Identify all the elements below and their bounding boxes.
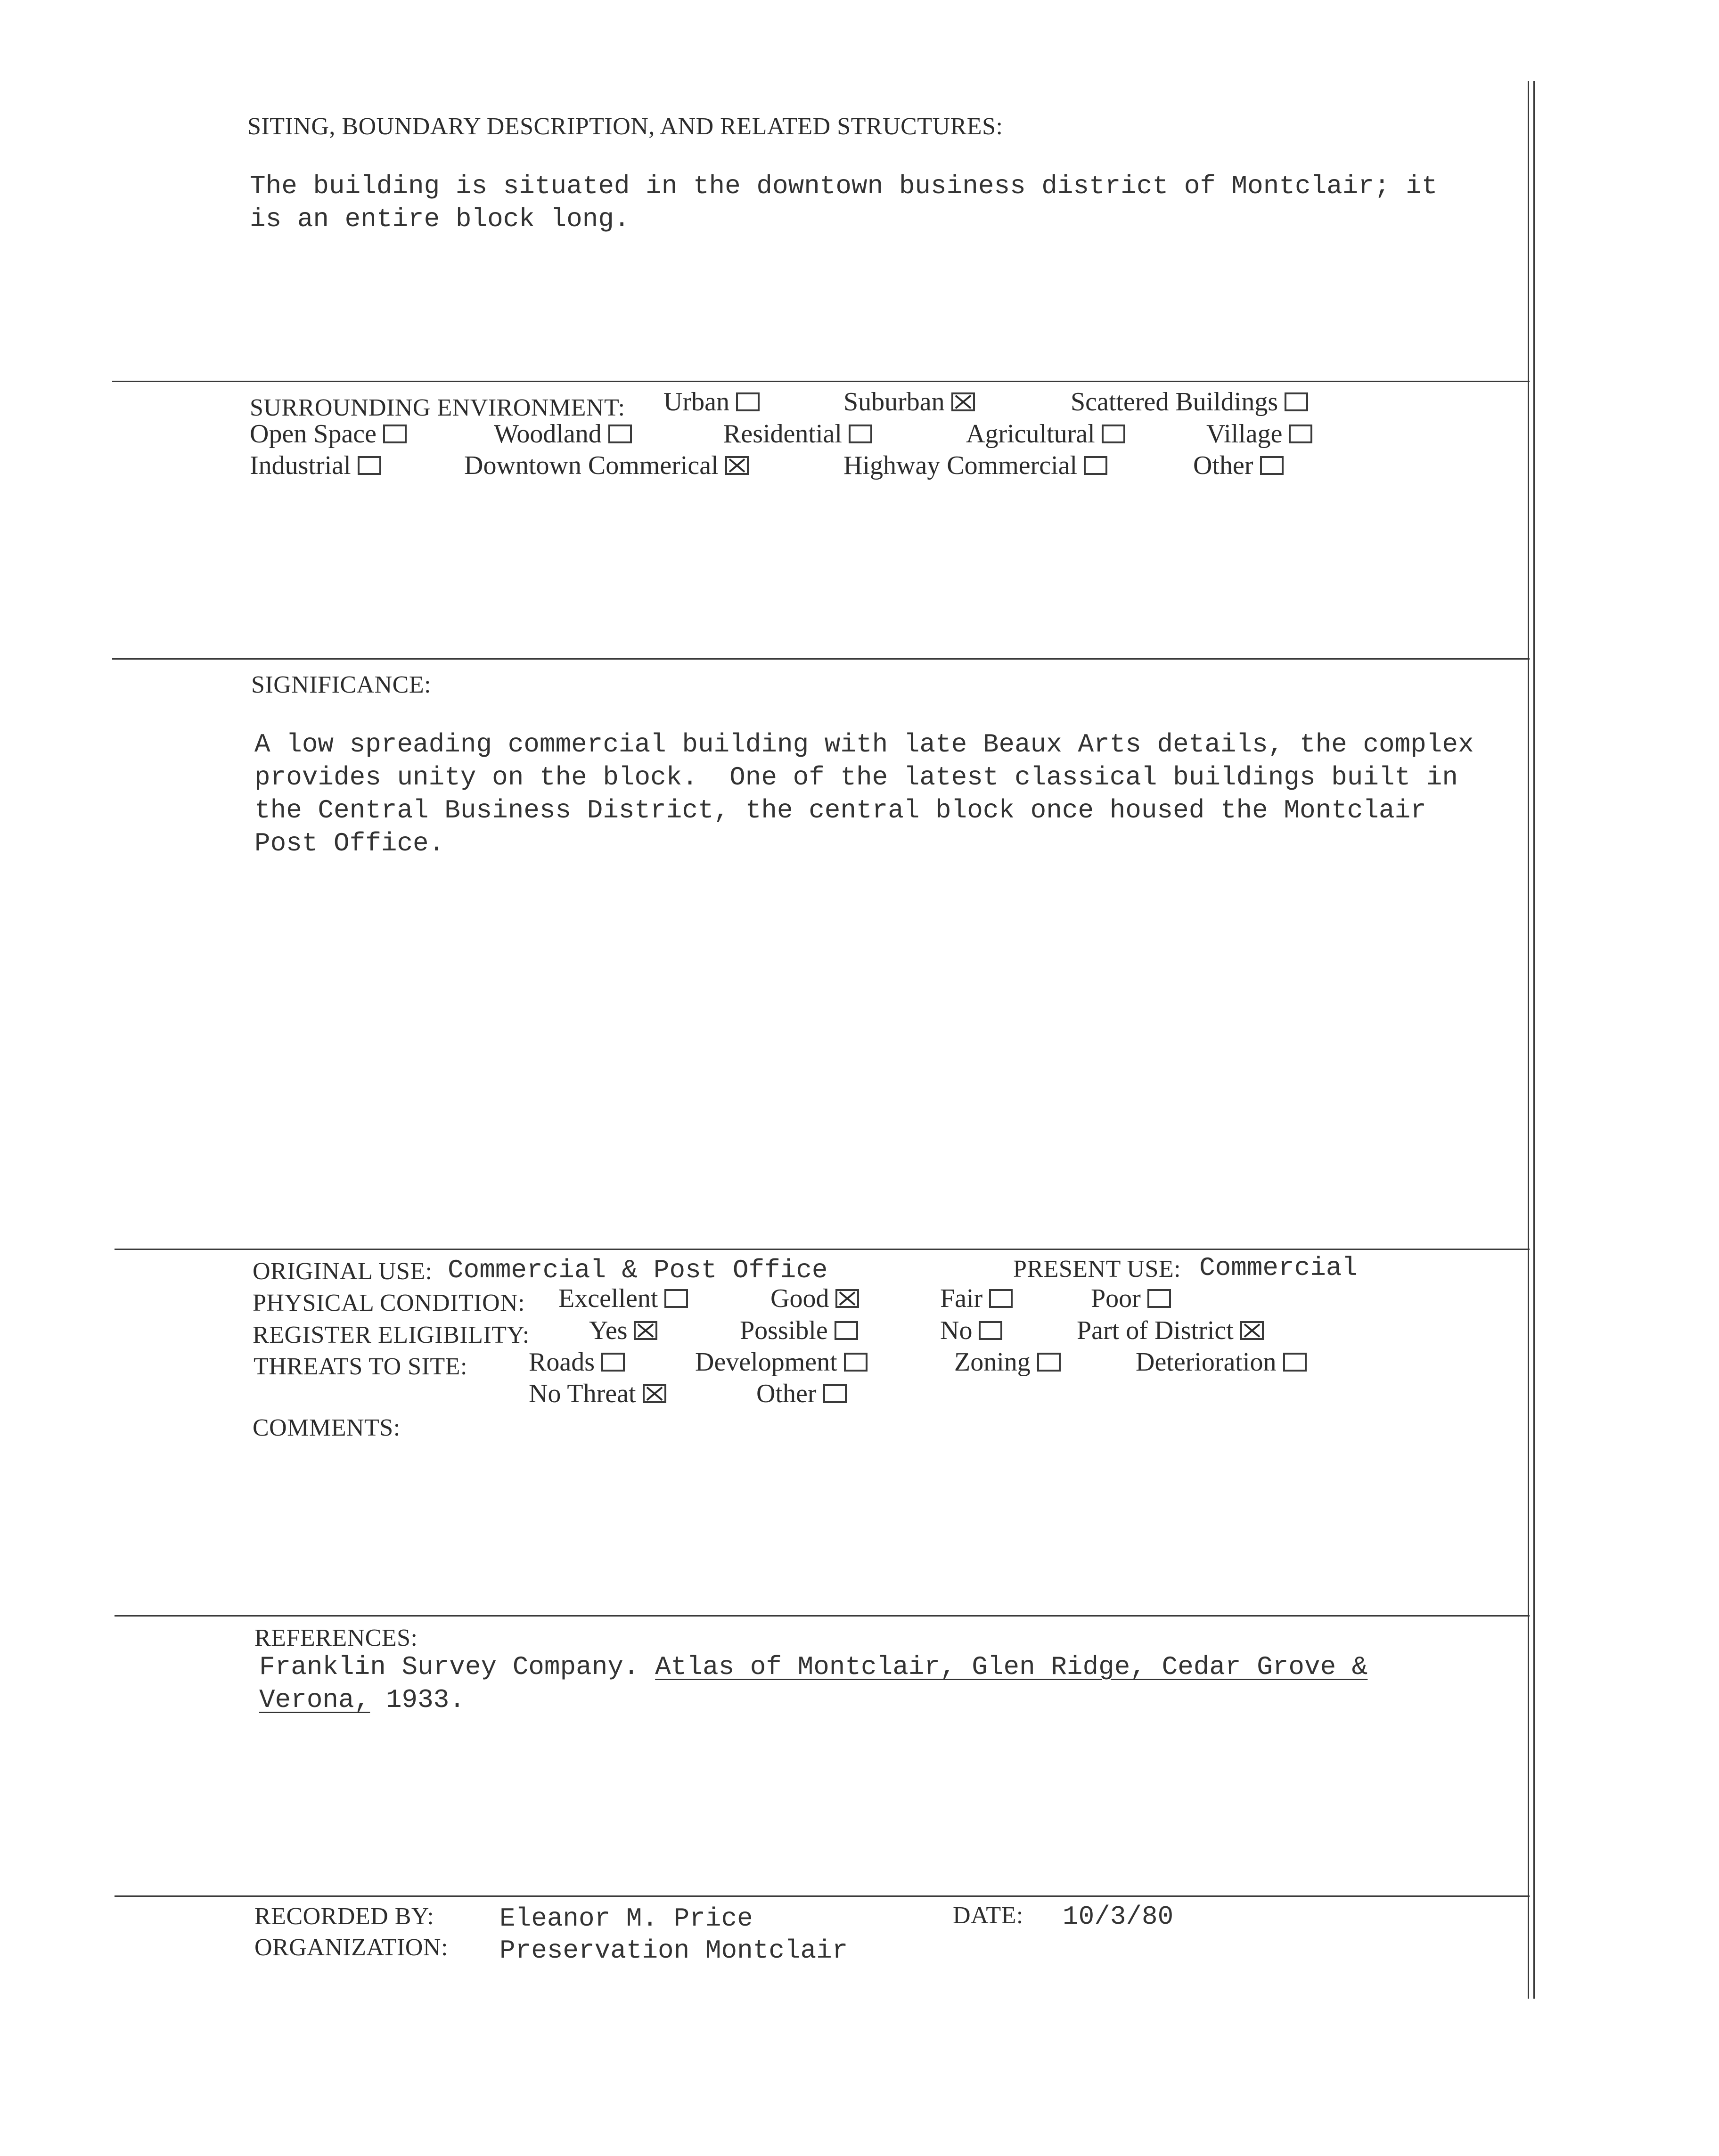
threat-option-no-threat[interactable] — [529, 1380, 666, 1407]
threat-no-threat-label: No Threat — [529, 1379, 636, 1408]
reference-title-part-2: Verona, — [259, 1685, 370, 1715]
divider-references — [115, 1615, 1530, 1617]
eligibility-option-yes[interactable] — [589, 1317, 657, 1344]
condition-option-poor[interactable] — [1091, 1285, 1171, 1312]
threat-development-label: Development — [695, 1348, 837, 1377]
eligibility-option-part-of-district[interactable] — [1077, 1317, 1264, 1344]
date-label: DATE: — [953, 1902, 1023, 1929]
env-industrial-checkbox[interactable] — [358, 456, 381, 475]
register-eligibility-label: REGISTER ELIGIBILITY: — [253, 1322, 530, 1348]
siting-line-2: is an entire block long. — [250, 204, 630, 234]
threat-deterioration-label: Deterioration — [1136, 1348, 1277, 1377]
eligibility-option-possible[interactable] — [740, 1317, 858, 1344]
divider-environment — [112, 381, 1530, 382]
organization-label: ORGANIZATION: — [254, 1934, 448, 1961]
env-other-checkbox[interactable] — [1260, 456, 1284, 475]
present-use-value: Commercial — [1199, 1253, 1358, 1283]
env-woodland-checkbox[interactable] — [608, 425, 632, 443]
threats-label: THREATS TO SITE: — [254, 1353, 467, 1380]
threat-option-zoning[interactable] — [954, 1349, 1061, 1375]
eligibility-district-checkbox[interactable] — [1240, 1321, 1264, 1340]
condition-option-fair[interactable] — [940, 1285, 1013, 1312]
env-highway-checkbox[interactable] — [1084, 456, 1107, 475]
condition-option-excellent[interactable] — [558, 1285, 688, 1312]
reference-title-part-1: Atlas of Montclair, Glen Ridge, Cedar Grove & — [655, 1652, 1368, 1682]
significance-heading: SIGNIFICANCE: — [251, 671, 432, 698]
env-residential-checkbox[interactable] — [849, 425, 872, 443]
threat-roads-label: Roads — [529, 1348, 595, 1377]
threat-zoning-checkbox[interactable] — [1037, 1353, 1061, 1372]
present-use-label: PRESENT USE: — [1013, 1256, 1181, 1282]
reference-line-1 — [259, 1654, 1367, 1680]
divider-recorded — [115, 1895, 1530, 1897]
env-suburban-label: Suburban — [843, 387, 945, 416]
env-agricultural-checkbox[interactable] — [1102, 425, 1125, 443]
divider-use — [115, 1249, 1530, 1250]
significance-line-3: the Central Business District, the central block once housed the Montclair — [254, 795, 1426, 825]
significance-text — [254, 728, 1474, 860]
eligibility-no-checkbox[interactable] — [979, 1321, 1002, 1340]
env-open-space-label: Open Space — [250, 419, 377, 449]
env-scattered-label: Scattered Buildings — [1071, 387, 1278, 416]
condition-poor-checkbox[interactable] — [1147, 1289, 1171, 1308]
threat-option-development[interactable] — [695, 1349, 868, 1375]
env-option-woodland[interactable] — [494, 421, 632, 447]
original-use-value: Commercial & Post Office — [448, 1255, 828, 1285]
recorded-by-value: Eleanor M. Price — [499, 1903, 753, 1934]
threat-other-label: Other — [756, 1379, 817, 1408]
condition-fair-checkbox[interactable] — [989, 1289, 1013, 1308]
right-margin-rule — [1528, 81, 1529, 1999]
comments-label: COMMENTS: — [253, 1414, 401, 1441]
threat-roads-checkbox[interactable] — [601, 1353, 625, 1372]
condition-fair-label: Fair — [940, 1284, 983, 1313]
condition-excellent-label: Excellent — [558, 1284, 658, 1313]
condition-good-label: Good — [770, 1284, 829, 1313]
eligibility-yes-checkbox[interactable] — [634, 1321, 657, 1340]
env-urban-label: Urban — [663, 387, 729, 416]
condition-poor-label: Poor — [1091, 1284, 1141, 1313]
env-woodland-label: Woodland — [494, 419, 602, 449]
eligibility-possible-label: Possible — [740, 1316, 828, 1345]
condition-good-checkbox[interactable] — [835, 1289, 859, 1308]
env-option-urban[interactable] — [663, 389, 760, 415]
threat-option-other[interactable] — [756, 1380, 847, 1407]
env-option-residential[interactable] — [723, 421, 872, 447]
threat-development-checkbox[interactable] — [844, 1353, 868, 1372]
physical-condition-label: PHYSICAL CONDITION: — [253, 1290, 525, 1316]
threat-option-deterioration[interactable] — [1136, 1349, 1307, 1375]
env-option-agricultural[interactable] — [966, 421, 1125, 447]
env-downtown-checkbox[interactable] — [725, 456, 749, 475]
recorded-by-label: RECORDED BY: — [254, 1903, 434, 1930]
siting-line-1: The building is situated in the downtown business district of Montclair; it — [250, 171, 1438, 201]
eligibility-option-no[interactable] — [940, 1317, 1002, 1344]
organization-value: Preservation Montclair — [499, 1936, 848, 1966]
references-heading: REFERENCES: — [254, 1625, 418, 1651]
env-residential-label: Residential — [723, 419, 842, 449]
reference-year: 1933. — [370, 1685, 465, 1715]
env-scattered-checkbox[interactable] — [1285, 392, 1308, 411]
threat-zoning-label: Zoning — [954, 1348, 1031, 1377]
eligibility-district-label: Part of District — [1077, 1316, 1234, 1345]
env-other-label: Other — [1193, 451, 1253, 480]
env-urban-checkbox[interactable] — [736, 392, 760, 411]
env-agricultural-label: Agricultural — [966, 419, 1095, 449]
env-option-village[interactable] — [1206, 421, 1312, 447]
env-option-suburban[interactable] — [843, 389, 975, 415]
reference-line-2 — [259, 1687, 465, 1713]
original-use-label: ORIGINAL USE: — [253, 1258, 433, 1285]
env-village-label: Village — [1206, 419, 1283, 449]
env-highway-label: Highway Commercial — [843, 451, 1078, 480]
env-industrial-label: Industrial — [250, 451, 351, 480]
significance-line-4: Post Office. — [254, 828, 445, 858]
env-option-highway-commercial[interactable] — [843, 452, 1107, 479]
env-downtown-label: Downtown Commerical — [464, 451, 719, 480]
divider-significance — [112, 658, 1530, 660]
env-option-open-space[interactable] — [250, 421, 407, 447]
threat-no-threat-checkbox[interactable] — [643, 1384, 666, 1403]
threat-deterioration-checkbox[interactable] — [1283, 1353, 1307, 1372]
siting-heading: SITING, BOUNDARY DESCRIPTION, AND RELATED STRUCTURES: — [247, 113, 1003, 140]
eligibility-possible-checkbox[interactable] — [835, 1321, 858, 1340]
env-suburban-checkbox[interactable] — [951, 392, 975, 411]
environment-heading: SURROUNDING ENVIRONMENT: — [250, 394, 625, 421]
env-village-checkbox[interactable] — [1289, 425, 1312, 443]
env-open-space-checkbox[interactable] — [383, 425, 407, 443]
significance-line-1: A low spreading commercial building with late Beaux Arts details, the complex — [254, 729, 1474, 760]
siting-text — [250, 170, 1437, 236]
env-option-other[interactable] — [1193, 452, 1284, 479]
condition-excellent-checkbox[interactable] — [664, 1289, 688, 1308]
env-option-downtown-commercial[interactable] — [464, 452, 749, 479]
right-margin-rule-outer — [1533, 81, 1535, 1999]
condition-option-good[interactable] — [770, 1285, 859, 1312]
date-value: 10/3/80 — [1063, 1902, 1174, 1932]
threat-other-checkbox[interactable] — [823, 1384, 847, 1403]
eligibility-no-label: No — [940, 1316, 973, 1345]
eligibility-yes-label: Yes — [589, 1316, 628, 1345]
reference-publisher: Franklin Survey Company. — [259, 1652, 639, 1682]
threat-option-roads[interactable] — [529, 1349, 625, 1375]
env-option-industrial[interactable] — [250, 452, 381, 479]
significance-line-2: provides unity on the block. One of the latest classical buildings built in — [254, 762, 1458, 792]
env-option-scattered-buildings[interactable] — [1071, 389, 1308, 415]
